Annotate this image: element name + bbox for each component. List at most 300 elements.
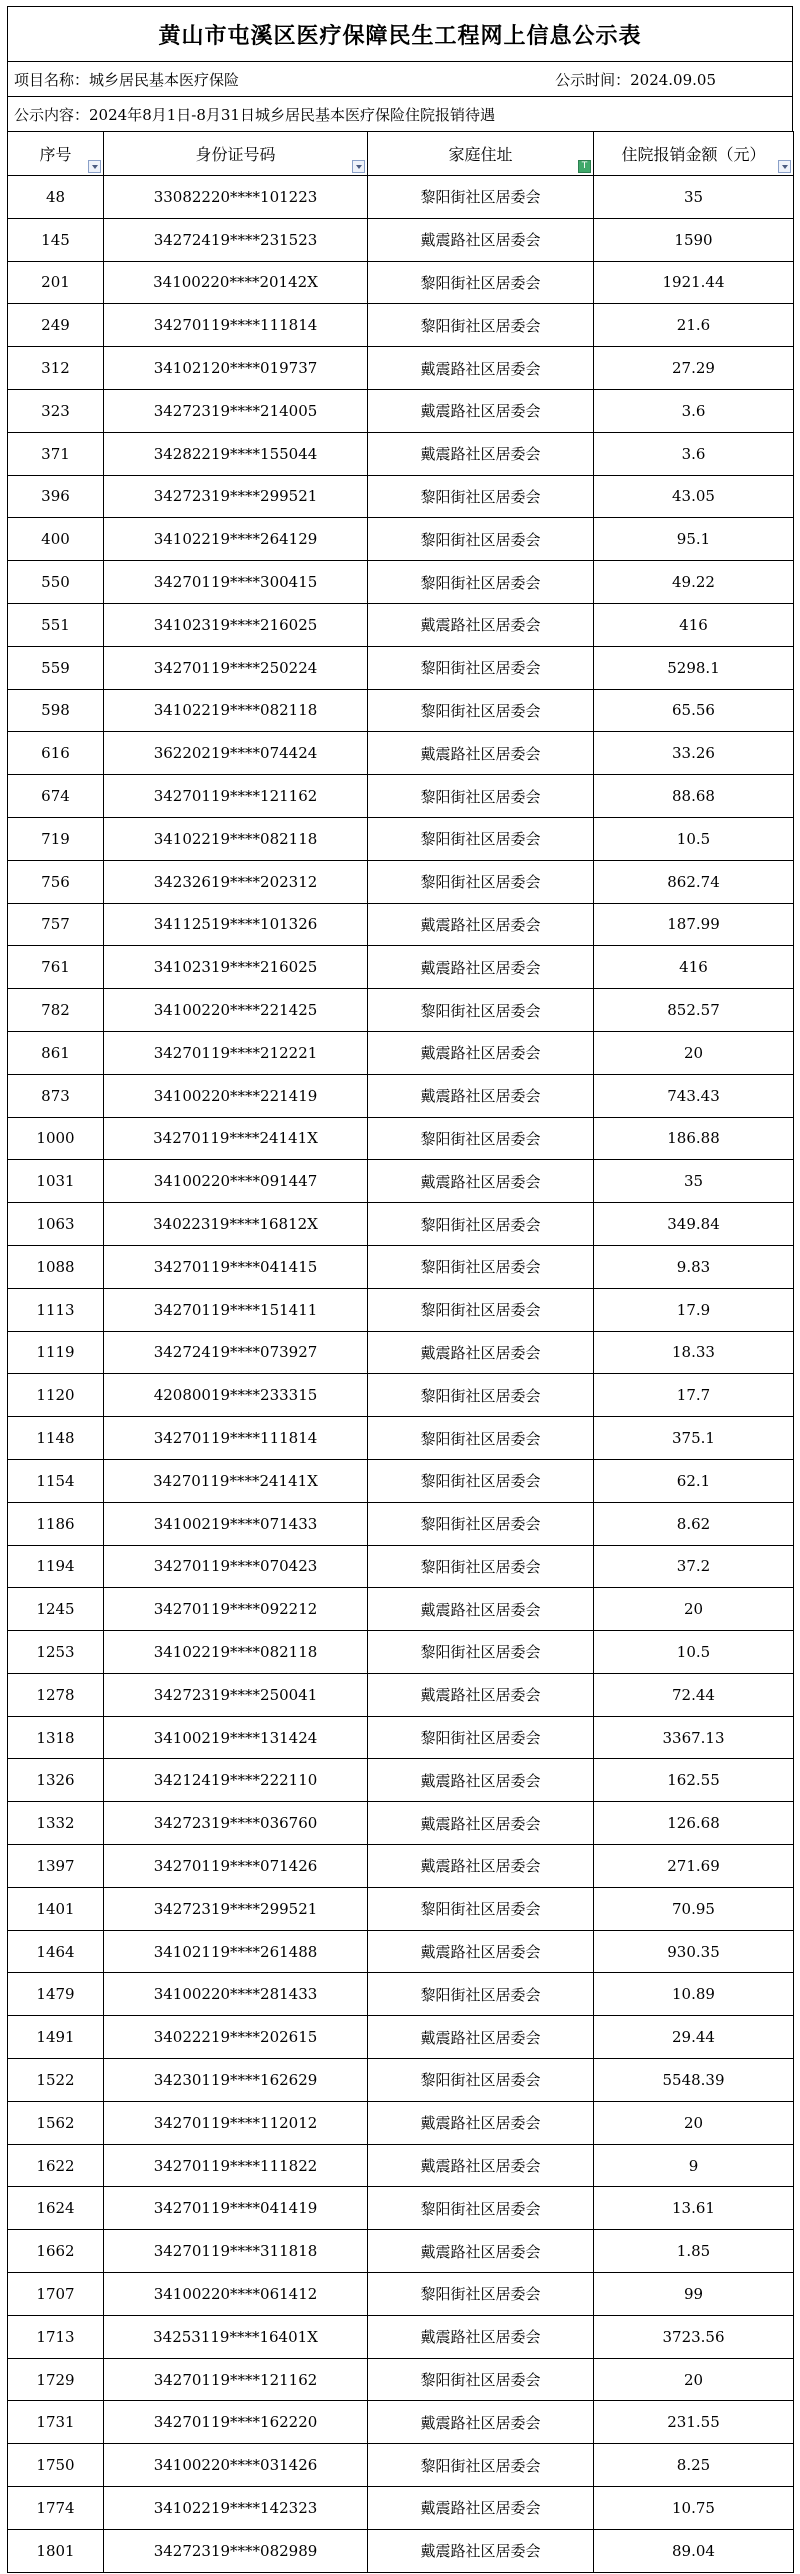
cell-address: 戴震路社区居委会 (368, 347, 594, 390)
table-row (8, 1588, 794, 1631)
table-row (8, 347, 794, 390)
cell-amount: 65.56 (594, 689, 794, 732)
cell-serial: 1326 (8, 1759, 104, 1802)
cell-id-number: 34102219****082118 (104, 817, 368, 860)
cell-amount: 9 (594, 2144, 794, 2187)
cell-address: 戴震路社区居委会 (368, 1802, 594, 1845)
cell-address: 戴震路社区居委会 (368, 732, 594, 775)
cell-serial: 323 (8, 389, 104, 432)
cell-amount: 17.9 (594, 1288, 794, 1331)
cell-amount: 29.44 (594, 2016, 794, 2059)
cell-address: 黎阳街社区居委会 (368, 1887, 594, 1930)
cell-id-number: 34270119****162220 (104, 2401, 368, 2444)
cell-address: 黎阳街社区居委会 (368, 2187, 594, 2230)
cell-address: 黎阳街社区居委会 (368, 475, 594, 518)
cell-amount: 20 (594, 2101, 794, 2144)
cell-address: 戴震路社区居委会 (368, 603, 594, 646)
cell-serial: 145 (8, 218, 104, 261)
cell-serial: 48 (8, 176, 104, 219)
cell-serial: 1063 (8, 1203, 104, 1246)
cell-amount: 271.69 (594, 1845, 794, 1888)
table-row (8, 518, 794, 561)
table-row (8, 1417, 794, 1460)
cell-address: 戴震路社区居委会 (368, 1160, 594, 1203)
cell-id-number: 34272419****073927 (104, 1331, 368, 1374)
cell-id-number: 34270119****111814 (104, 1417, 368, 1460)
cell-amount: 1921.44 (594, 261, 794, 304)
cell-id-number: 34112519****101326 (104, 903, 368, 946)
cell-amount: 70.95 (594, 1887, 794, 1930)
filter-dropdown-icon[interactable] (778, 160, 791, 173)
cell-serial: 1194 (8, 1545, 104, 1588)
cell-address: 戴震路社区居委会 (368, 2315, 594, 2358)
cell-amount: 5548.39 (594, 2059, 794, 2102)
cell-serial: 1245 (8, 1588, 104, 1631)
cell-address: 戴震路社区居委会 (368, 2016, 594, 2059)
table-row (8, 1160, 794, 1203)
cell-serial: 1801 (8, 2529, 104, 2572)
cell-amount: 89.04 (594, 2529, 794, 2572)
table-row (8, 1545, 794, 1588)
cell-amount: 20 (594, 1031, 794, 1074)
cell-serial: 719 (8, 817, 104, 860)
cell-id-number: 34270119****121162 (104, 775, 368, 818)
table-row (8, 646, 794, 689)
cell-id-number: 34100220****20142X (104, 261, 368, 304)
cell-amount: 21.6 (594, 304, 794, 347)
cell-address: 黎阳街社区居委会 (368, 2273, 594, 2316)
cell-serial: 1464 (8, 1930, 104, 1973)
cell-serial: 1332 (8, 1802, 104, 1845)
cell-amount: 10.5 (594, 817, 794, 860)
cell-amount: 231.55 (594, 2401, 794, 2444)
cell-id-number: 34272319****036760 (104, 1802, 368, 1845)
cell-address: 戴震路社区居委会 (368, 389, 594, 432)
cell-address: 黎阳街社区居委会 (368, 1374, 594, 1417)
table-row (8, 2487, 794, 2530)
cell-amount: 8.62 (594, 1502, 794, 1545)
cell-amount: 3.6 (594, 432, 794, 475)
cell-amount: 3367.13 (594, 1716, 794, 1759)
publish-date (555, 69, 716, 90)
cell-amount: 35 (594, 176, 794, 219)
cell-id-number: 34272319****299521 (104, 475, 368, 518)
table-row (8, 1759, 794, 1802)
table-row (8, 1203, 794, 1246)
header-id-label: 身份证号码 (195, 145, 276, 164)
cell-id-number: 34270119****041419 (104, 2187, 368, 2230)
cell-address: 黎阳街社区居委会 (368, 1117, 594, 1160)
cell-id-number: 34100220****091447 (104, 1160, 368, 1203)
cell-serial: 1148 (8, 1417, 104, 1460)
cell-serial: 1000 (8, 1117, 104, 1160)
cell-address: 黎阳街社区居委会 (368, 2444, 594, 2487)
cell-serial: 1479 (8, 1973, 104, 2016)
cell-amount: 62.1 (594, 1459, 794, 1502)
cell-serial: 757 (8, 903, 104, 946)
header-id-number (104, 132, 368, 176)
cell-id-number: 34100219****131424 (104, 1716, 368, 1759)
cell-serial: 1401 (8, 1887, 104, 1930)
cell-address: 黎阳街社区居委会 (368, 1203, 594, 1246)
table-row (8, 2059, 794, 2102)
cell-serial: 400 (8, 518, 104, 561)
cell-id-number: 34272319****250041 (104, 1673, 368, 1716)
cell-serial: 1491 (8, 2016, 104, 2059)
cell-address: 黎阳街社区居委会 (368, 561, 594, 604)
cell-id-number: 34102319****216025 (104, 946, 368, 989)
cell-amount: 9.83 (594, 1245, 794, 1288)
cell-address: 黎阳街社区居委会 (368, 817, 594, 860)
cell-address: 戴震路社区居委会 (368, 1845, 594, 1888)
cell-id-number: 34270119****121162 (104, 2358, 368, 2401)
table-row (8, 1074, 794, 1117)
cell-address: 黎阳街社区居委会 (368, 1545, 594, 1588)
table-row (8, 2529, 794, 2572)
cell-id-number: 34212419****222110 (104, 1759, 368, 1802)
cell-address: 黎阳街社区居委会 (368, 1245, 594, 1288)
cell-address: 黎阳街社区居委会 (368, 2059, 594, 2102)
cell-serial: 1318 (8, 1716, 104, 1759)
cell-amount: 20 (594, 1588, 794, 1631)
cell-serial: 1397 (8, 1845, 104, 1888)
cell-id-number: 34282219****155044 (104, 432, 368, 475)
cell-address: 黎阳街社区居委会 (368, 176, 594, 219)
cell-address: 黎阳街社区居委会 (368, 304, 594, 347)
table-row (8, 218, 794, 261)
cell-id-number: 34100220****061412 (104, 2273, 368, 2316)
cell-id-number: 34272319****299521 (104, 1887, 368, 1930)
cell-serial: 396 (8, 475, 104, 518)
table-row (8, 1887, 794, 1930)
content-label: 公示内容： (14, 105, 90, 124)
cell-amount: 13.61 (594, 2187, 794, 2230)
cell-id-number: 34270119****070423 (104, 1545, 368, 1588)
cell-address: 黎阳街社区居委会 (368, 2358, 594, 2401)
cell-amount: 862.74 (594, 860, 794, 903)
cell-serial: 1088 (8, 1245, 104, 1288)
table-row (8, 389, 794, 432)
cell-id-number: 34022219****202615 (104, 2016, 368, 2059)
cell-serial: 559 (8, 646, 104, 689)
header-serial-label: 序号 (39, 145, 72, 164)
table-row (8, 2401, 794, 2444)
cell-address: 戴震路社区居委会 (368, 946, 594, 989)
table-row (8, 1374, 794, 1417)
table-row (8, 1117, 794, 1160)
table-row (8, 2187, 794, 2230)
cell-amount: 10.75 (594, 2487, 794, 2530)
table-row (8, 732, 794, 775)
cell-address: 黎阳街社区居委会 (368, 646, 594, 689)
cell-serial: 1622 (8, 2144, 104, 2187)
table-row (8, 561, 794, 604)
cell-serial: 550 (8, 561, 104, 604)
cell-amount: 375.1 (594, 1417, 794, 1460)
cell-address: 黎阳街社区居委会 (368, 1631, 594, 1674)
cell-amount: 27.29 (594, 347, 794, 390)
cell-id-number: 34270119****092212 (104, 1588, 368, 1631)
filter-dropdown-icon[interactable] (352, 160, 365, 173)
header-amount (594, 132, 794, 176)
table-row (8, 2315, 794, 2358)
cell-amount: 187.99 (594, 903, 794, 946)
project-row (7, 61, 793, 96)
table-row (8, 304, 794, 347)
table-row (8, 903, 794, 946)
cell-id-number: 34270119****250224 (104, 646, 368, 689)
table-row (8, 689, 794, 732)
cell-serial: 1253 (8, 1631, 104, 1674)
cell-amount: 8.25 (594, 2444, 794, 2487)
cell-id-number: 34270119****24141X (104, 1459, 368, 1502)
cell-address: 戴震路社区居委会 (368, 1331, 594, 1374)
table-row (8, 2144, 794, 2187)
cell-id-number: 34270119****24141X (104, 1117, 368, 1160)
table-row (8, 2358, 794, 2401)
cell-id-number: 34100220****281433 (104, 1973, 368, 2016)
cell-id-number: 34022319****16812X (104, 1203, 368, 1246)
cell-amount: 10.5 (594, 1631, 794, 1674)
table-row (8, 860, 794, 903)
cell-id-number: 34100220****221419 (104, 1074, 368, 1117)
table-row (8, 1245, 794, 1288)
filter-active-icon[interactable]: T (578, 160, 591, 173)
cell-address: 戴震路社区居委会 (368, 1074, 594, 1117)
cell-id-number: 34270119****311818 (104, 2230, 368, 2273)
cell-serial: 1774 (8, 2487, 104, 2530)
cell-amount: 3723.56 (594, 2315, 794, 2358)
cell-amount: 99 (594, 2273, 794, 2316)
cell-serial: 674 (8, 775, 104, 818)
cell-address: 戴震路社区居委会 (368, 903, 594, 946)
cell-address: 黎阳街社区居委会 (368, 1502, 594, 1545)
cell-serial: 1713 (8, 2315, 104, 2358)
cell-id-number: 34270119****111822 (104, 2144, 368, 2187)
cell-amount: 72.44 (594, 1673, 794, 1716)
cell-serial: 371 (8, 432, 104, 475)
header-address (368, 132, 594, 176)
cell-amount: 17.7 (594, 1374, 794, 1417)
cell-address: 戴震路社区居委会 (368, 2230, 594, 2273)
cell-id-number: 34100220****031426 (104, 2444, 368, 2487)
cell-amount: 95.1 (594, 518, 794, 561)
cell-serial: 312 (8, 347, 104, 390)
cell-amount: 10.89 (594, 1973, 794, 2016)
cell-serial: 756 (8, 860, 104, 903)
cell-amount: 349.84 (594, 1203, 794, 1246)
cell-serial: 1750 (8, 2444, 104, 2487)
cell-id-number: 34102219****264129 (104, 518, 368, 561)
cell-id-number: 34270119****151411 (104, 1288, 368, 1331)
cell-amount: 930.35 (594, 1930, 794, 1973)
cell-address: 黎阳街社区居委会 (368, 689, 594, 732)
cell-address: 戴震路社区居委会 (368, 432, 594, 475)
cell-id-number: 34270119****041415 (104, 1245, 368, 1288)
table-row (8, 1802, 794, 1845)
cell-address: 戴震路社区居委会 (368, 1588, 594, 1631)
cell-amount: 35 (594, 1160, 794, 1203)
table-row (8, 817, 794, 860)
table-row (8, 1331, 794, 1374)
cell-address: 戴震路社区居委会 (368, 2529, 594, 2572)
cell-address: 黎阳街社区居委会 (368, 775, 594, 818)
cell-id-number: 34102219****082118 (104, 689, 368, 732)
cell-amount: 20 (594, 2358, 794, 2401)
cell-address: 戴震路社区居委会 (368, 218, 594, 261)
cell-address: 戴震路社区居委会 (368, 1031, 594, 1074)
table-row (8, 1973, 794, 2016)
table-row (8, 1288, 794, 1331)
table-row (8, 2101, 794, 2144)
table-row (8, 989, 794, 1032)
cell-id-number: 34253119****16401X (104, 2315, 368, 2358)
cell-id-number: 34100219****071433 (104, 1502, 368, 1545)
table-row (8, 946, 794, 989)
table-row (8, 1031, 794, 1074)
cell-address: 黎阳街社区居委会 (368, 1973, 594, 2016)
cell-id-number: 42080019****233315 (104, 1374, 368, 1417)
cell-id-number: 34270119****212221 (104, 1031, 368, 1074)
table-row (8, 432, 794, 475)
cell-serial: 1119 (8, 1331, 104, 1374)
cell-amount: 1590 (594, 218, 794, 261)
cell-id-number: 34272419****231523 (104, 218, 368, 261)
cell-amount: 852.57 (594, 989, 794, 1032)
header-address-label: 家庭住址 (448, 145, 513, 164)
cell-amount: 416 (594, 603, 794, 646)
table-row (8, 1930, 794, 1973)
table-row (8, 603, 794, 646)
cell-address: 戴震路社区居委会 (368, 1673, 594, 1716)
table-row (8, 1845, 794, 1888)
cell-amount: 33.26 (594, 732, 794, 775)
filter-dropdown-icon[interactable] (88, 160, 101, 173)
header-serial (8, 132, 104, 176)
cell-id-number: 34100220****221425 (104, 989, 368, 1032)
cell-id-number: 34272319****214005 (104, 389, 368, 432)
cell-amount: 3.6 (594, 389, 794, 432)
cell-id-number: 34270119****111814 (104, 304, 368, 347)
cell-id-number: 34102119****261488 (104, 1930, 368, 1973)
cell-id-number: 34270119****300415 (104, 561, 368, 604)
cell-serial: 598 (8, 689, 104, 732)
cell-amount: 743.43 (594, 1074, 794, 1117)
cell-id-number: 34230119****162629 (104, 2059, 368, 2102)
notice-sheet (7, 6, 793, 2573)
cell-address: 戴震路社区居委会 (368, 1759, 594, 1802)
cell-address: 黎阳街社区居委会 (368, 1459, 594, 1502)
table-row (8, 1673, 794, 1716)
cell-serial: 1154 (8, 1459, 104, 1502)
cell-amount: 49.22 (594, 561, 794, 604)
cell-serial: 782 (8, 989, 104, 1032)
table-row (8, 1716, 794, 1759)
cell-serial: 1729 (8, 2358, 104, 2401)
cell-id-number: 34102319****216025 (104, 603, 368, 646)
cell-id-number: 34102219****082118 (104, 1631, 368, 1674)
table-row (8, 1631, 794, 1674)
content-row (7, 96, 793, 131)
table-row (8, 2016, 794, 2059)
cell-address: 戴震路社区居委会 (368, 2101, 594, 2144)
table-row (8, 261, 794, 304)
cell-address: 黎阳街社区居委会 (368, 860, 594, 903)
cell-amount: 37.2 (594, 1545, 794, 1588)
page-title: 黄山市屯溪区医疗保障民生工程网上信息公示表 (7, 6, 793, 61)
cell-serial: 1186 (8, 1502, 104, 1545)
cell-serial: 1031 (8, 1160, 104, 1203)
cell-serial: 201 (8, 261, 104, 304)
cell-address: 黎阳街社区居委会 (368, 1417, 594, 1460)
cell-id-number: 34270119****071426 (104, 1845, 368, 1888)
cell-serial: 1522 (8, 2059, 104, 2102)
table-row (8, 2273, 794, 2316)
table-row (8, 2230, 794, 2273)
table-row (8, 176, 794, 219)
header-amount-label: 住院报销金额（元） (621, 145, 766, 164)
cell-id-number: 34102219****142323 (104, 2487, 368, 2530)
cell-address: 黎阳街社区居委会 (368, 989, 594, 1032)
cell-serial: 873 (8, 1074, 104, 1117)
publish-label: 公示时间： (555, 70, 631, 89)
cell-address: 戴震路社区居委会 (368, 1930, 594, 1973)
cell-serial: 1707 (8, 2273, 104, 2316)
project-value: 城乡居民基本医疗保险 (89, 70, 240, 89)
cell-address: 戴震路社区居委会 (368, 2487, 594, 2530)
cell-serial: 1278 (8, 1673, 104, 1716)
cell-amount: 88.68 (594, 775, 794, 818)
table-row (8, 475, 794, 518)
cell-address: 戴震路社区居委会 (368, 2401, 594, 2444)
cell-id-number: 34232619****202312 (104, 860, 368, 903)
cell-serial: 249 (8, 304, 104, 347)
cell-amount: 126.68 (594, 1802, 794, 1845)
cell-id-number: 34270119****112012 (104, 2101, 368, 2144)
cell-amount: 43.05 (594, 475, 794, 518)
table-row (8, 2444, 794, 2487)
cell-address: 黎阳街社区居委会 (368, 518, 594, 561)
cell-serial: 1113 (8, 1288, 104, 1331)
cell-address: 黎阳街社区居委会 (368, 1288, 594, 1331)
table-row (8, 1459, 794, 1502)
cell-address: 黎阳街社区居委会 (368, 1716, 594, 1759)
project-label: 项目名称： (14, 70, 90, 89)
cell-serial: 616 (8, 732, 104, 775)
table-row (8, 775, 794, 818)
cell-id-number: 34102120****019737 (104, 347, 368, 390)
cell-id-number: 36220219****074424 (104, 732, 368, 775)
cell-serial: 1624 (8, 2187, 104, 2230)
cell-amount: 416 (594, 946, 794, 989)
cell-amount: 5298.1 (594, 646, 794, 689)
cell-amount: 162.55 (594, 1759, 794, 1802)
table-body (8, 176, 794, 2573)
cell-serial: 761 (8, 946, 104, 989)
cell-id-number: 33082220****101223 (104, 176, 368, 219)
cell-serial: 1731 (8, 2401, 104, 2444)
publish-value: 2024.09.05 (630, 70, 716, 89)
table-row (8, 1502, 794, 1545)
table-header-row (8, 132, 794, 176)
cell-address: 黎阳街社区居委会 (368, 261, 594, 304)
cell-serial: 1120 (8, 1374, 104, 1417)
reimbursement-table (7, 131, 794, 2573)
content-value: 2024年8月1日-8月31日城乡居民基本医疗保险住院报销待遇 (89, 105, 495, 124)
cell-serial: 551 (8, 603, 104, 646)
cell-amount: 18.33 (594, 1331, 794, 1374)
cell-id-number: 34272319****082989 (104, 2529, 368, 2572)
